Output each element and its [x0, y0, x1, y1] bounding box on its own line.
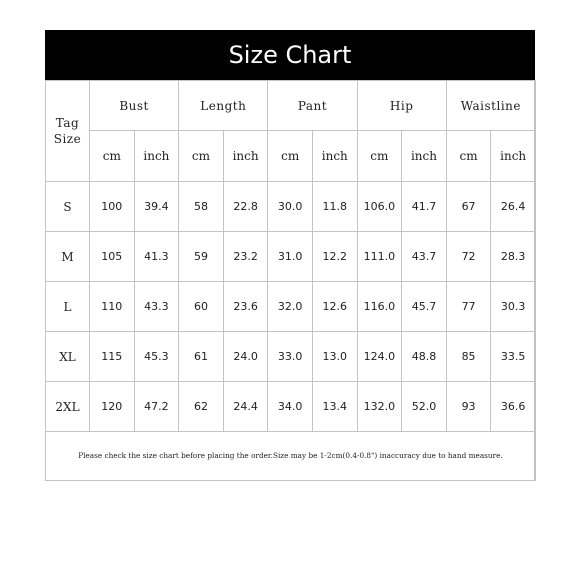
value-cell: 36.6	[491, 382, 536, 432]
value-cell: 43.7	[402, 232, 447, 282]
pant-header: Pant	[268, 81, 357, 131]
value-cell: 33.0	[268, 332, 313, 382]
value-cell: 115	[90, 332, 135, 382]
value-cell: 59	[179, 232, 224, 282]
value-cell: 93	[446, 382, 491, 432]
value-cell: 45.7	[402, 282, 447, 332]
note-row	[46, 432, 536, 481]
value-cell: 47.2	[134, 382, 179, 432]
value-cell: 39.4	[134, 182, 179, 232]
value-cell: 24.4	[223, 382, 268, 432]
value-cell: 132.0	[357, 382, 402, 432]
value-cell: 110	[90, 282, 135, 332]
unit-inch: inch	[312, 131, 357, 182]
table-row	[46, 382, 536, 432]
value-cell: 33.5	[491, 332, 536, 382]
table-row	[46, 332, 536, 382]
value-cell: 116.0	[357, 282, 402, 332]
bust-header: Bust	[90, 81, 179, 131]
value-cell: 11.8	[312, 182, 357, 232]
unit-cm: cm	[179, 131, 224, 182]
value-cell: 23.6	[223, 282, 268, 332]
value-cell: 34.0	[268, 382, 313, 432]
unit-inch: inch	[134, 131, 179, 182]
value-cell: 24.0	[223, 332, 268, 382]
value-cell: 124.0	[357, 332, 402, 382]
chart-title: Size Chart	[45, 30, 535, 80]
unit-cm: cm	[268, 131, 313, 182]
value-cell: 48.8	[402, 332, 447, 382]
value-cell: 12.2	[312, 232, 357, 282]
value-cell: 45.3	[134, 332, 179, 382]
measurement-header-row	[46, 81, 536, 131]
size-table	[45, 80, 536, 481]
table-row	[46, 182, 536, 232]
value-cell: 13.4	[312, 382, 357, 432]
table-row	[46, 282, 536, 332]
unit-inch: inch	[491, 131, 536, 182]
value-cell: 62	[179, 382, 224, 432]
unit-cm: cm	[357, 131, 402, 182]
value-cell: 67	[446, 182, 491, 232]
value-cell: 32.0	[268, 282, 313, 332]
value-cell: 61	[179, 332, 224, 382]
length-header: Length	[179, 81, 268, 131]
value-cell: 26.4	[491, 182, 536, 232]
unit-inch: inch	[223, 131, 268, 182]
value-cell: 105	[90, 232, 135, 282]
value-cell: 72	[446, 232, 491, 282]
unit-cm: cm	[90, 131, 135, 182]
value-cell: 58	[179, 182, 224, 232]
waistline-header: Waistline	[446, 81, 535, 131]
value-cell: 31.0	[268, 232, 313, 282]
hip-header: Hip	[357, 81, 446, 131]
value-cell: 85	[446, 332, 491, 382]
size-cell: M	[46, 232, 90, 282]
value-cell: 52.0	[402, 382, 447, 432]
value-cell: 30.3	[491, 282, 536, 332]
measurement-note: Please check the size chart before placing the order.Size may be 1-2cm(0.4-0.8") inaccuracy due to hand measure.	[46, 432, 536, 481]
size-cell: XL	[46, 332, 90, 382]
table-row	[46, 232, 536, 282]
tag-size-header	[46, 81, 90, 182]
value-cell: 106.0	[357, 182, 402, 232]
value-cell: 12.6	[312, 282, 357, 332]
value-cell: 120	[90, 382, 135, 432]
size-cell: L	[46, 282, 90, 332]
value-cell: 13.0	[312, 332, 357, 382]
value-cell: 30.0	[268, 182, 313, 232]
tag-size-label-line2: Size	[53, 132, 82, 146]
value-cell: 23.2	[223, 232, 268, 282]
size-cell: S	[46, 182, 90, 232]
value-cell: 43.3	[134, 282, 179, 332]
unit-header-row	[46, 131, 536, 182]
value-cell: 28.3	[491, 232, 536, 282]
value-cell: 100	[90, 182, 135, 232]
unit-cm: cm	[446, 131, 491, 182]
value-cell: 22.8	[223, 182, 268, 232]
value-cell: 111.0	[357, 232, 402, 282]
value-cell: 77	[446, 282, 491, 332]
size-cell: 2XL	[46, 382, 90, 432]
value-cell: 41.7	[402, 182, 447, 232]
value-cell: 41.3	[134, 232, 179, 282]
tag-size-label-line1: Tag	[55, 116, 80, 130]
unit-inch: inch	[402, 131, 447, 182]
value-cell: 60	[179, 282, 224, 332]
